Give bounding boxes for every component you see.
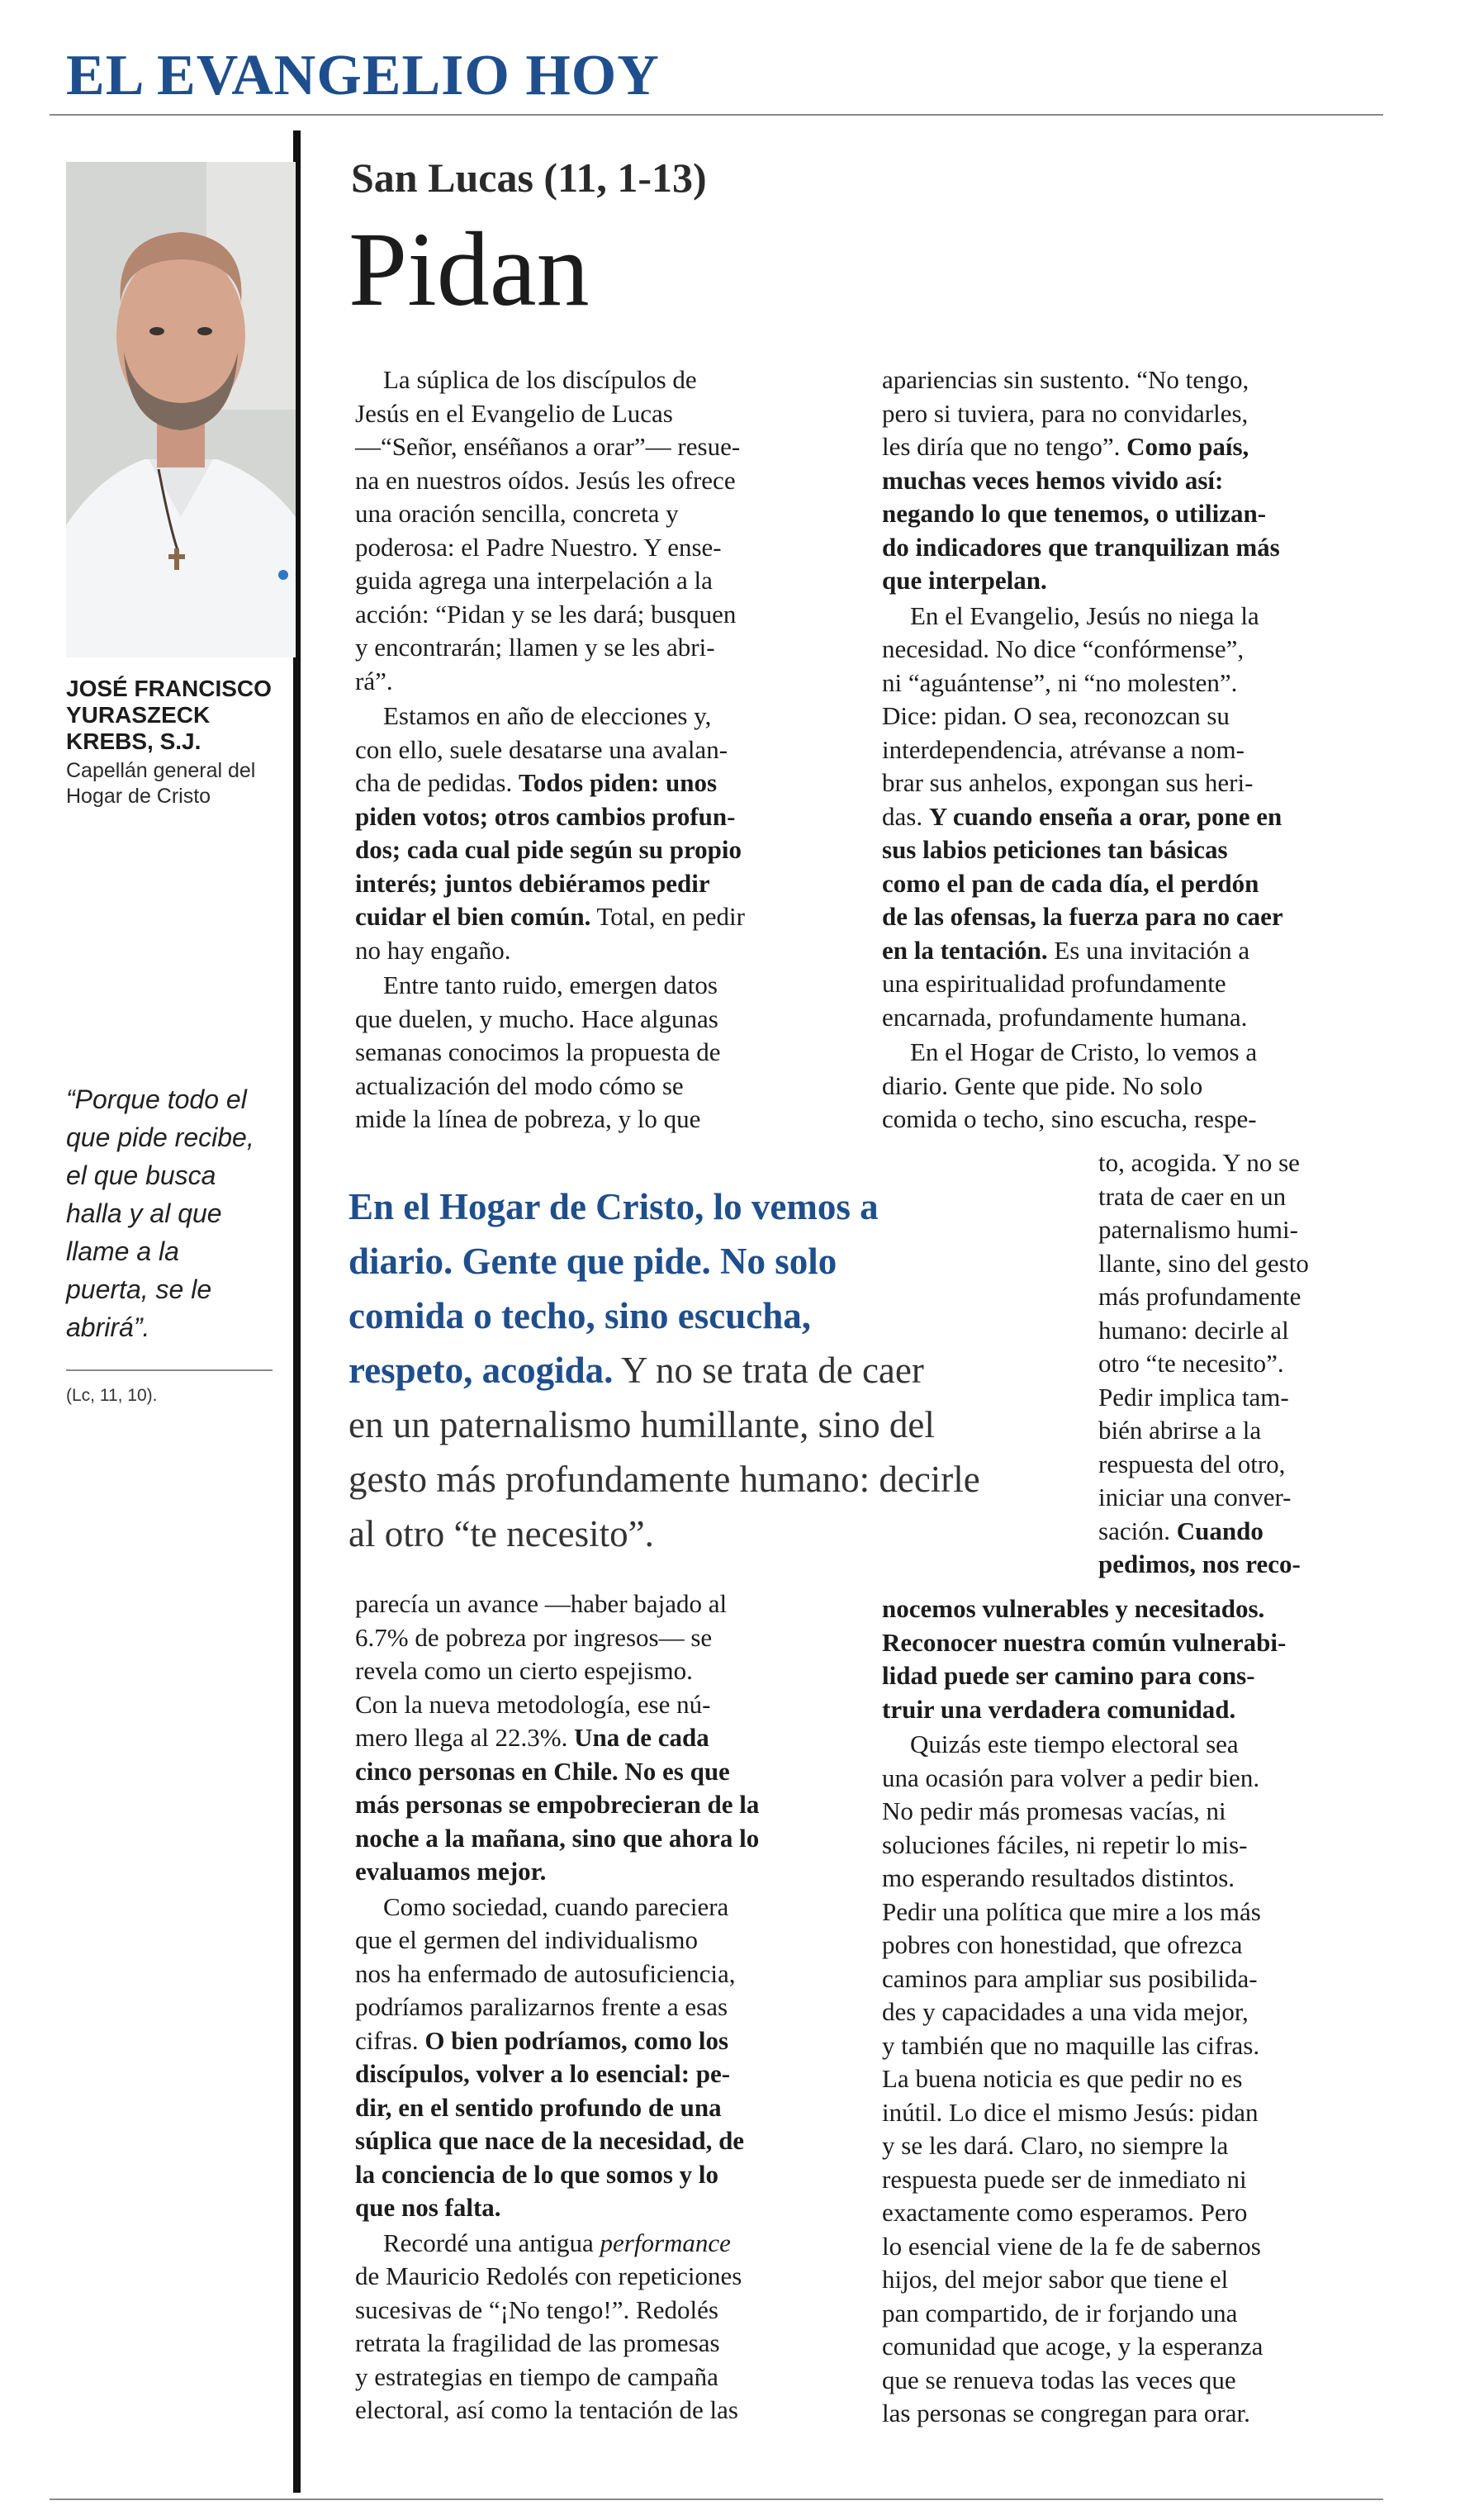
sidebar-quote-line: halla y al que xyxy=(66,1198,222,1228)
text-run: performance xyxy=(600,2228,731,2257)
top-divider xyxy=(50,114,1383,116)
text-run: Entre tanto ruido, emergen datos que duelen, y mucho. Hace algunas semanas conocimos la propuesta de actualización del modo cómo se mide la línea de pobreza, y lo que xyxy=(355,970,721,1133)
text-run: apariencias sin sustento. “No tengo, pero si tuviera, para no convidarles, les diría que no tengo”. xyxy=(882,365,1249,461)
article-paragraph xyxy=(355,363,842,698)
pull-quote-text: al otro “te necesito”. xyxy=(348,1513,654,1554)
text-run: En el Hogar de Cristo, lo vemos a diario. Gente que pide. No solo comida o techo, sino escucha, respe- xyxy=(882,1037,1258,1133)
pull-quote xyxy=(348,1179,1092,1561)
sidebar-quote-citation: (Lc, 11, 10). xyxy=(66,1386,158,1405)
author-name-line: YURASZECK xyxy=(66,702,211,728)
sidebar-quote-line: el que busca xyxy=(66,1160,216,1190)
author-name-line: KREBS, S.J. xyxy=(66,728,202,754)
article-paragraph xyxy=(882,1036,1377,1136)
text-run: Y cuando enseña a orar, pone en sus labios peticiones tan básicas como el pan de cada día, el perdón de las ofensas, la fuerza para no caer en la tentación. xyxy=(882,801,1283,965)
sidebar-quote-divider xyxy=(66,1369,273,1371)
author-role-line: Capellán general del xyxy=(66,759,256,782)
article-paragraph xyxy=(355,700,842,967)
section-title: EL EVANGELIO HOY xyxy=(66,44,660,107)
article-column-2-narrow xyxy=(1098,1146,1379,1583)
text-run: parecía un avance —haber bajado al 6.7% de pobreza por ingresos— se revela como un cierto espejismo. Con la nueva metodología, ese nú- mero llega al 22.3%. xyxy=(355,1589,728,1752)
pull-quote-line xyxy=(348,1397,1092,1452)
article-paragraph xyxy=(355,1891,851,2225)
pull-quote-text: Y no se trata de caer xyxy=(613,1350,924,1391)
text-run: La súplica de los discípulos de Jesús en el Evangelio de Lucas —“Señor, enséñanos a orar”— resue- na en nuestros oídos. Jesús les ofrece una oración sencilla, concreta y poderosa: el Padre Nuestro. Y ense- guida agrega una interpelación a la acción: “Pidan y se les dará; busquen y encontrarán; llamen y se les abri- rá”. xyxy=(355,365,741,695)
text-run: nocemos vulnerables y necesitados. Reconocer nuestra común vulnerabi- lidad puede ser camino para cons- truir una verdadera comunidad. xyxy=(882,1594,1287,1724)
pull-quote-line xyxy=(348,1507,1092,1561)
article-column-4 xyxy=(882,1592,1377,2432)
pull-quote-text: gesto más profundamente humano: decirle xyxy=(348,1459,980,1500)
article-paragraph xyxy=(882,363,1377,598)
article-paragraph xyxy=(1098,1146,1379,1582)
text-run: de Mauricio Redolés con repeticiones sucesivas de “¡No tengo!”. Redolés retrata la fragilidad de las promesas y estrategias en tiempo de campaña electoral, así como la tentación de las xyxy=(355,2261,742,2424)
pull-quote-line xyxy=(348,1179,1092,1234)
pull-quote-highlight: comida o techo, sino escucha, xyxy=(348,1295,811,1336)
text-run: Recordé una antigua xyxy=(383,2228,600,2257)
author-role xyxy=(66,758,297,809)
bottom-divider xyxy=(50,2498,1383,2500)
article-paragraph xyxy=(355,1587,851,1889)
text-run: Cuando pedimos, nos reco- xyxy=(1098,1516,1301,1578)
article-paragraph xyxy=(355,969,842,1136)
text-run: Una de cada cinco personas en Chile. No es que más personas se empobrecieran de la noche a la mañana, sino que ahora lo evaluamos mejor. xyxy=(355,1723,760,1886)
text-run: En el Evangelio, Jesús no niega la necesidad. No dice “confórmense”, ni “aguántense”, ni “no molesten”. Dice: pidan. O sea, reconozcan su interdependencia, atrévanse a nom- brar sus anhelos, expongan sus heri- das. xyxy=(882,600,1259,831)
article-paragraph xyxy=(882,600,1377,1035)
pull-quote-text: en un paternalismo humillante, sino del xyxy=(348,1404,935,1445)
pull-quote-line xyxy=(348,1343,1092,1397)
article-paragraph xyxy=(355,2227,851,2427)
gospel-reference: San Lucas (11, 1-13) xyxy=(351,154,707,201)
text-run: Como sociedad, cuando pareciera que el germen del individualismo nos ha enfermado de autosuficiencia, podríamos paralizarnos frente a esas cifras. xyxy=(355,1891,736,2055)
pull-quote-line xyxy=(348,1234,1092,1288)
article-paragraph xyxy=(882,1592,1377,1726)
article-column-2 xyxy=(882,363,1377,1138)
headline: Pidan xyxy=(348,211,590,328)
article-paragraph xyxy=(882,1728,1377,2431)
sidebar-quote-line: llame a la xyxy=(66,1236,179,1266)
sidebar-quote-line: “Porque todo el xyxy=(66,1084,247,1114)
pull-quote-highlight: diario. Gente que pide. No solo xyxy=(348,1241,837,1282)
text-run: Como país, muchas veces hemos vivido así: negando lo que tenemos, o utilizan- do indicadores que tranquilizan más que interpelan. xyxy=(882,432,1280,595)
article-column-3 xyxy=(355,1587,851,2429)
text-run: Quizás este tiempo electoral sea una ocasión para volver a pedir bien. No pedir más promesas vacías, ni soluciones fáciles, ni repetir lo mis- mo esperando resultados distintos. Pedir una política que mire a los más pobres con honestidad, que ofrezca caminos para ampliar sus posibilida- des y capacidades a una vida mejor, y también que no maquille las cifras. La buena noticia es que pedir no es inútil. Lo dice el mismo Jesús: pidan y se les dará. Claro, no siempre la respuesta puede ser de inmediato ni exactamente como esperamos. Pero lo esencial viene de la fe de sabernos hijos, del mejor sabor que tiene el pan compartido, de ir forjando una comunidad que acoge, y la esperanza que se renueva todas las veces que las personas se congregan para orar. xyxy=(882,1730,1264,2427)
sidebar-quote-line: puerta, se le xyxy=(66,1274,212,1304)
author-role-line: Hogar de Cristo xyxy=(66,785,211,808)
text-run: to, acogida. Y no se trata de caer en un paternalismo humi- llante, sino del gesto más profundamente humano: decirle al otro “te necesito”. Pedir implica tam- bién abrirse a la respuesta del otro, iniciar una conver- sación. xyxy=(1098,1148,1309,1545)
pull-quote-line xyxy=(348,1288,1092,1343)
text-run: Es una invitación a una espiritualidad profundamente encarnada, profundamente humana. xyxy=(882,935,1250,1032)
text-run: O bien podríamos, como los discípulos, volver a lo esencial: pe- dir, en el sentido profundo de una súplica que nace de la necesidad, de la conciencia de lo que somos y lo que nos falta. xyxy=(355,2025,745,2222)
pull-quote-line xyxy=(348,1452,1092,1507)
pull-quote-highlight: En el Hogar de Cristo, lo vemos a xyxy=(348,1186,879,1227)
text-run: Total, en pedir no hay engaño. xyxy=(355,902,745,965)
author-name-line: JOSÉ FRANCISCO xyxy=(66,676,272,701)
article-column-1 xyxy=(355,363,842,1138)
pull-quote-highlight: respeto, acogida. xyxy=(348,1350,614,1391)
sidebar-quote-line: que pide recibe, xyxy=(66,1122,254,1152)
text-run: Todos piden: unos piden votos; otros cambios profun- dos; cada cual pide según su propio interés; juntos debiéramos pedir cuidar el bien común. xyxy=(355,768,742,931)
sidebar-quote xyxy=(66,1080,281,1346)
author-name xyxy=(66,676,297,755)
author-photo xyxy=(66,162,296,657)
text-run: Estamos en año de elecciones y, con ello, suele desatarse una avalan- cha de pedidas. xyxy=(355,701,728,797)
sidebar-quote-line: abrirá”. xyxy=(66,1312,150,1342)
